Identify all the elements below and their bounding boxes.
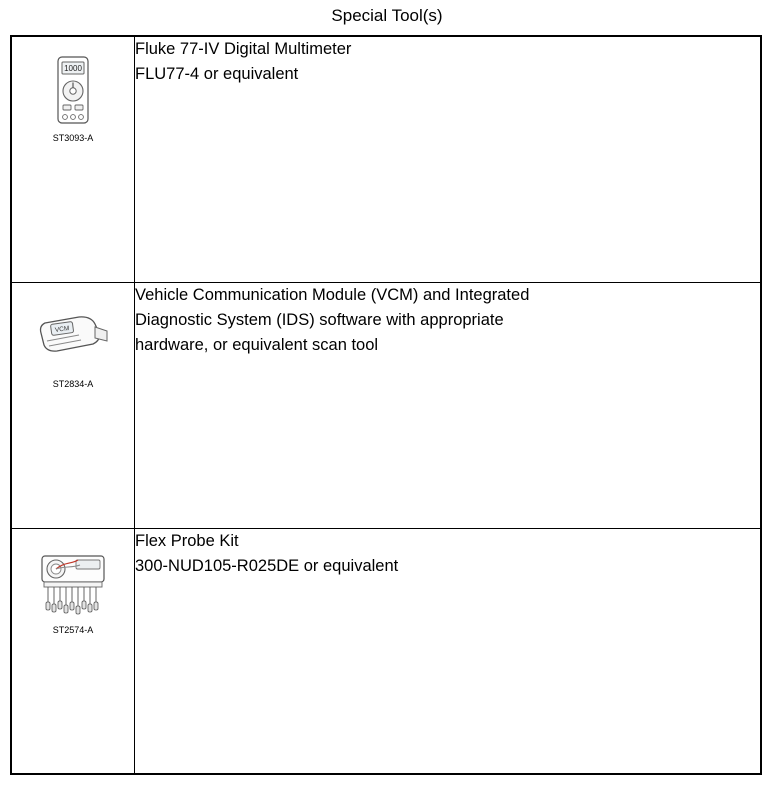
tool-description-cell xyxy=(135,528,762,774)
tool-icon-cell xyxy=(11,282,135,528)
tool-icon-code: ST2574-A xyxy=(52,624,94,635)
tool-description-line: Diagnostic System (IDS) software with appropriate xyxy=(135,310,504,329)
tool-icon-code: ST2834-A xyxy=(52,378,94,389)
special-tools-table xyxy=(10,35,762,775)
page-title: Special Tool(s) xyxy=(331,6,443,25)
tool-description-line: Flex Probe Kit xyxy=(135,531,239,550)
digital-multimeter-icon xyxy=(12,37,134,131)
tool-description-line: Vehicle Communication Module (VCM) and Integrated xyxy=(135,285,530,304)
vehicle-communication-module-icon xyxy=(12,283,134,377)
tool-icon-cell xyxy=(11,528,135,774)
tool-description-line: 300-NUD105-R025DE or equivalent xyxy=(135,556,399,575)
tool-description-line: FLU77-4 or equivalent xyxy=(135,65,299,83)
tool-description-cell xyxy=(135,36,762,282)
svg-text:VCM: VCM xyxy=(54,324,70,334)
tool-description-line: hardware, or equivalent scan tool xyxy=(135,335,379,354)
tool-description-cell xyxy=(135,282,762,528)
tool-icon-code: ST3093-A xyxy=(52,133,94,143)
table-row xyxy=(11,36,761,282)
tool-icon-cell xyxy=(11,36,135,282)
flex-probe-kit-icon xyxy=(12,529,134,623)
tool-description-line: Fluke 77-IV Digital Multimeter xyxy=(135,40,352,58)
svg-text:1000: 1000 xyxy=(64,64,82,73)
table-row xyxy=(11,282,761,528)
table-row xyxy=(11,528,761,774)
